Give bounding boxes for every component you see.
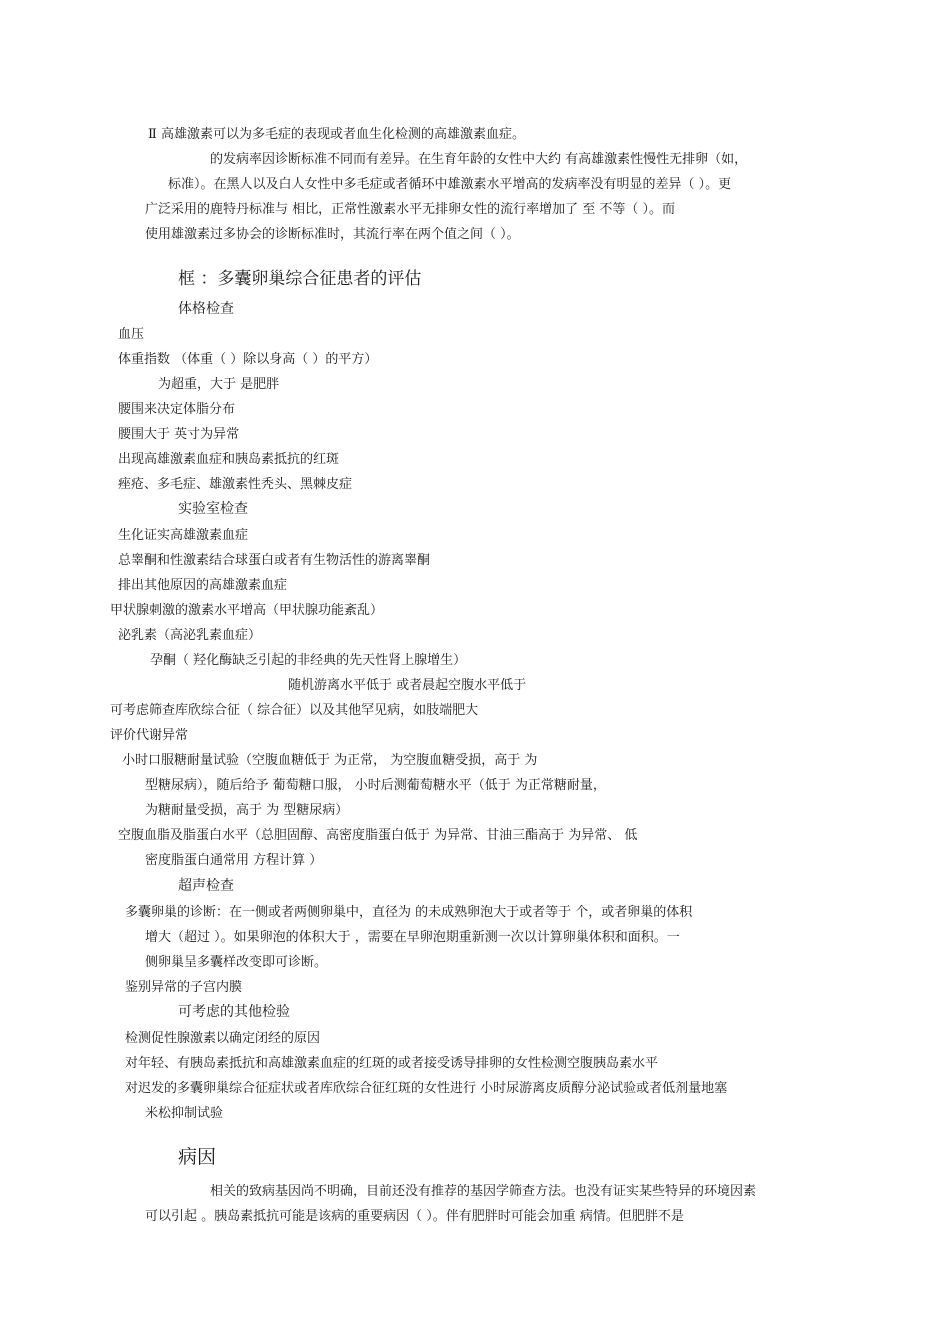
section-title-etiology: 病因 — [178, 1146, 217, 1168]
list-item: 侧卵巢呈多囊样改变即可诊断。 — [145, 955, 328, 970]
intro-line: Ⅱ 高雄激素可以为多毛症的表现或者血生化检测的高雄激素血症。 — [148, 127, 525, 142]
list-item: 增大（超过 ）。如果卵泡的体积大于 ，需要在早卵泡期重新测一次以计算卵巢体积和面积。一 — [145, 930, 680, 945]
list-item: 型糖尿病），随后给予 葡萄糖口服， 小时后测葡萄糖水平（低于 为正常糖耐量， — [145, 778, 606, 793]
section-heading-ultrasound: 超声检查 — [178, 878, 234, 894]
list-item: 密度脂蛋白通常用 方程计算 ） — [145, 853, 323, 868]
list-item: 总睾酮和性激素结合球蛋白或者有生物活性的游离睾酮 — [118, 553, 431, 568]
section-heading-lab: 实验室检查 — [178, 501, 248, 517]
list-item: 对年轻、有胰岛素抵抗和高雄激素血症的红斑的或者接受诱导排卵的女性检测空腹胰岛素水平 — [125, 1056, 659, 1071]
list-item: 痤疮、多毛症、雄激素性秃头、黑棘皮症 — [118, 477, 353, 492]
list-item: 为糖耐量受损，高于 为 型糖尿病） — [145, 803, 349, 818]
list-item: 米松抑制试验 — [145, 1106, 224, 1121]
list-item: 血压 — [118, 327, 145, 342]
box-title: 框 ：多囊卵巢综合征患者的评估 — [178, 269, 422, 289]
list-item: 腰围大于 英寸为异常 — [118, 427, 240, 442]
list-item: 排出其他原因的高雄激素血症 — [118, 578, 288, 593]
list-item: 甲状腺刺激的激素水平增高（甲状腺功能紊乱） — [110, 603, 384, 618]
list-item: 孕酮（ 羟化酶缺乏引起的非经典的先天性肾上腺增生） — [150, 653, 467, 668]
list-item: 可考虑筛查库欣综合征（ 综合征）以及其他罕见病，如肢端肥大 — [110, 703, 479, 718]
list-item: 空腹血脂及脂蛋白水平（总胆固醇、高密度脂蛋白低于 为异常、甘油三酯高于 为异常、 低 — [118, 828, 638, 843]
etiology-line: 可以引起 。胰岛素抵抗可能是该病的重要病因（ ）。伴有肥胖时可能会加重 病情。但肥胖不是 — [145, 1209, 684, 1224]
list-item: 生化证实高雄激素血症 — [118, 528, 249, 543]
section-heading-physical: 体格检查 — [178, 301, 234, 317]
intro-line: 使用雄激素过多协会的诊断标准时，其流行率在两个值之间（ ）。 — [145, 227, 520, 242]
list-item: 泌乳素（高泌乳素血症） — [118, 628, 262, 643]
list-item: 体重指数 （体重（ ）除以身高（ ）的平方） — [118, 352, 378, 367]
list-item: 对迟发的多囊卵巢综合征症状或者库欣综合征红斑的女性进行 小时尿游离皮质醇分泌试验或者低剂量地塞 — [125, 1081, 728, 1096]
list-item: 多囊卵巢的诊断：在一侧或者两侧卵巢中，直径为 的未成熟卵泡大于或者等于 个，或者卵巢的体积 — [125, 905, 693, 920]
list-item: 评价代谢异常 — [110, 728, 189, 743]
list-item: 腰围来决定体脂分布 — [118, 402, 236, 417]
list-item: 鉴别异常的子宫内膜 — [125, 980, 243, 995]
list-item: 出现高雄激素血症和胰岛素抵抗的红斑 — [118, 452, 340, 467]
list-item: 随机游离水平低于 或者晨起空腹水平低于 — [288, 678, 527, 693]
intro-line: 广泛采用的鹿特丹标准与 相比，正常性激素水平无排卵女性的流行率增加了 至 不等（ ）。而 — [145, 202, 676, 217]
intro-line: 标准）。在黑人以及白人女性中多毛症或者循环中雄激素水平增高的发病率没有明显的差异（ ）。更 — [168, 177, 732, 192]
etiology-line: 相关的致病基因尚不明确，目前还没有推荐的基因学筛查方法。也没有证实某些特异的环境因素 — [210, 1184, 757, 1199]
list-item: 检测促性腺激素以确定闭经的原因 — [125, 1031, 321, 1046]
list-item: 为超重，大于 是肥胖 — [158, 377, 280, 392]
intro-line: 的发病率因诊断标准不同而有差异。在生育年龄的女性中大约 有高雄激素性慢性无排卵（如， — [210, 152, 748, 167]
section-heading-other: 可考虑的其他检验 — [178, 1004, 290, 1020]
list-item: 小时口服糖耐量试验（空腹血糖低于 为正常， 为空腹血糖受损，高于 为 — [122, 753, 538, 768]
